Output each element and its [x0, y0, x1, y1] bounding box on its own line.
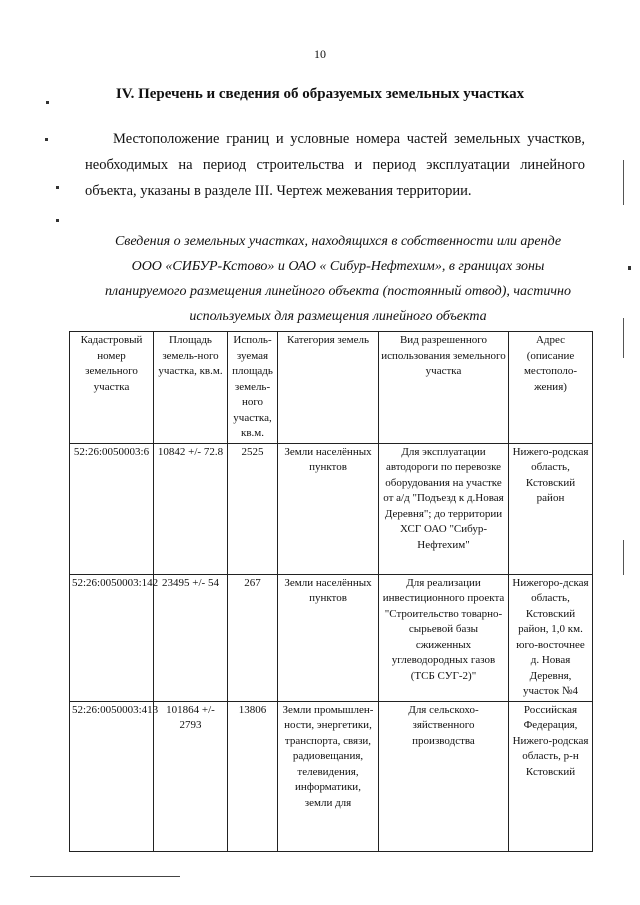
caption-line: используемых для размещения линейного объекта	[189, 309, 487, 324]
cell-address: Российская Федерация, Нижего-родская область, р-н Кстовский	[509, 701, 593, 851]
table-header-row	[70, 332, 593, 444]
scan-margin-line	[623, 540, 624, 575]
caption-line: Сведения о земельных участках, находящихся в собственности или аренде	[114, 234, 562, 249]
caption-line: планируемого размещения линейного объекта (постоянный отвод), частично	[104, 284, 572, 299]
header-cadastral: Кадастровый номер земельного участка	[70, 332, 154, 444]
caption-line: ООО «СИБУР-Кстово» и ОАО « Сибур-Нефтехим», в границах зоны	[131, 259, 545, 274]
cell-address: Нижего-родская область, Кстовский район	[509, 443, 593, 574]
scan-margin-line	[623, 160, 624, 205]
scan-speck	[46, 101, 49, 104]
cell-category: Земли населённых пунктов	[278, 574, 379, 701]
table-row	[70, 574, 593, 701]
cell-area: 10842 +/- 72.8	[154, 443, 228, 574]
table-caption	[82, 229, 594, 329]
header-area: Площадь земель-ного участка, кв.м.	[154, 332, 228, 444]
scan-speck	[628, 266, 631, 270]
scan-speck	[56, 219, 59, 222]
cell-used-area: 2525	[228, 443, 278, 574]
header-category: Категория земель	[278, 332, 379, 444]
parcels-table	[69, 331, 593, 852]
cell-area: 23495 +/- 54	[154, 574, 228, 701]
scan-bottom-line	[30, 876, 180, 877]
header-used-area: Исполь-зуемая площадь земель-ного участка, кв.м.	[228, 332, 278, 444]
intro-paragraph	[85, 126, 585, 204]
cell-category: Земли промышлен-ности, энергетики, транспорта, связи, радиовещания, телевидения, информатики, земли для	[278, 701, 379, 851]
cell-used-area: 13806	[228, 701, 278, 851]
cell-address: Нижегоро-дская область, Кстовский район, 1,0 км. юго-восточнее д. Новая Деревня, участок №4	[509, 574, 593, 701]
header-address: Адрес (описание местополо-жения)	[509, 332, 593, 444]
table-row	[70, 701, 593, 851]
table-row	[70, 443, 593, 574]
cell-cadastral: 52:26:0050003:142	[70, 574, 154, 701]
header-permitted-use: Вид разрешенного использования земельного участка	[379, 332, 509, 444]
cell-used-area: 267	[228, 574, 278, 701]
scan-margin-line	[623, 318, 624, 358]
cell-area: 101864 +/- 2793	[154, 701, 228, 851]
cell-category: Земли населённых пунктов	[278, 443, 379, 574]
page-number: 10	[314, 47, 326, 61]
cell-permitted-use: Для реализации инвестиционного проекта "Строительство товарно-сырьевой базы сжиженных углеводородных газов (ТСБ СУГ-2)"	[379, 574, 509, 701]
scan-speck	[45, 138, 48, 141]
intro-text: Местоположение границ и условные номера частей земельных участков, необходимых на период строительства и период эксплуатации линейного объекта, указаны в разделе III. Чертеж межевания территории.	[85, 131, 585, 199]
section-title: IV. Перечень и сведения об образуемых земельных участках	[115, 86, 525, 102]
cell-permitted-use: Для сельскохо-зяйственного производства	[379, 701, 509, 851]
scan-speck	[56, 186, 59, 189]
cell-cadastral: 52:26:0050003:413	[70, 701, 154, 851]
cell-cadastral: 52:26:0050003:6	[70, 443, 154, 574]
cell-permitted-use: Для эксплуатации автодороги по перевозке оборудования на участке от а/д "Подъезд к д.Новая Деревня"; до территории ХСГ ОАО "Сибур-Нефтехим"	[379, 443, 509, 574]
